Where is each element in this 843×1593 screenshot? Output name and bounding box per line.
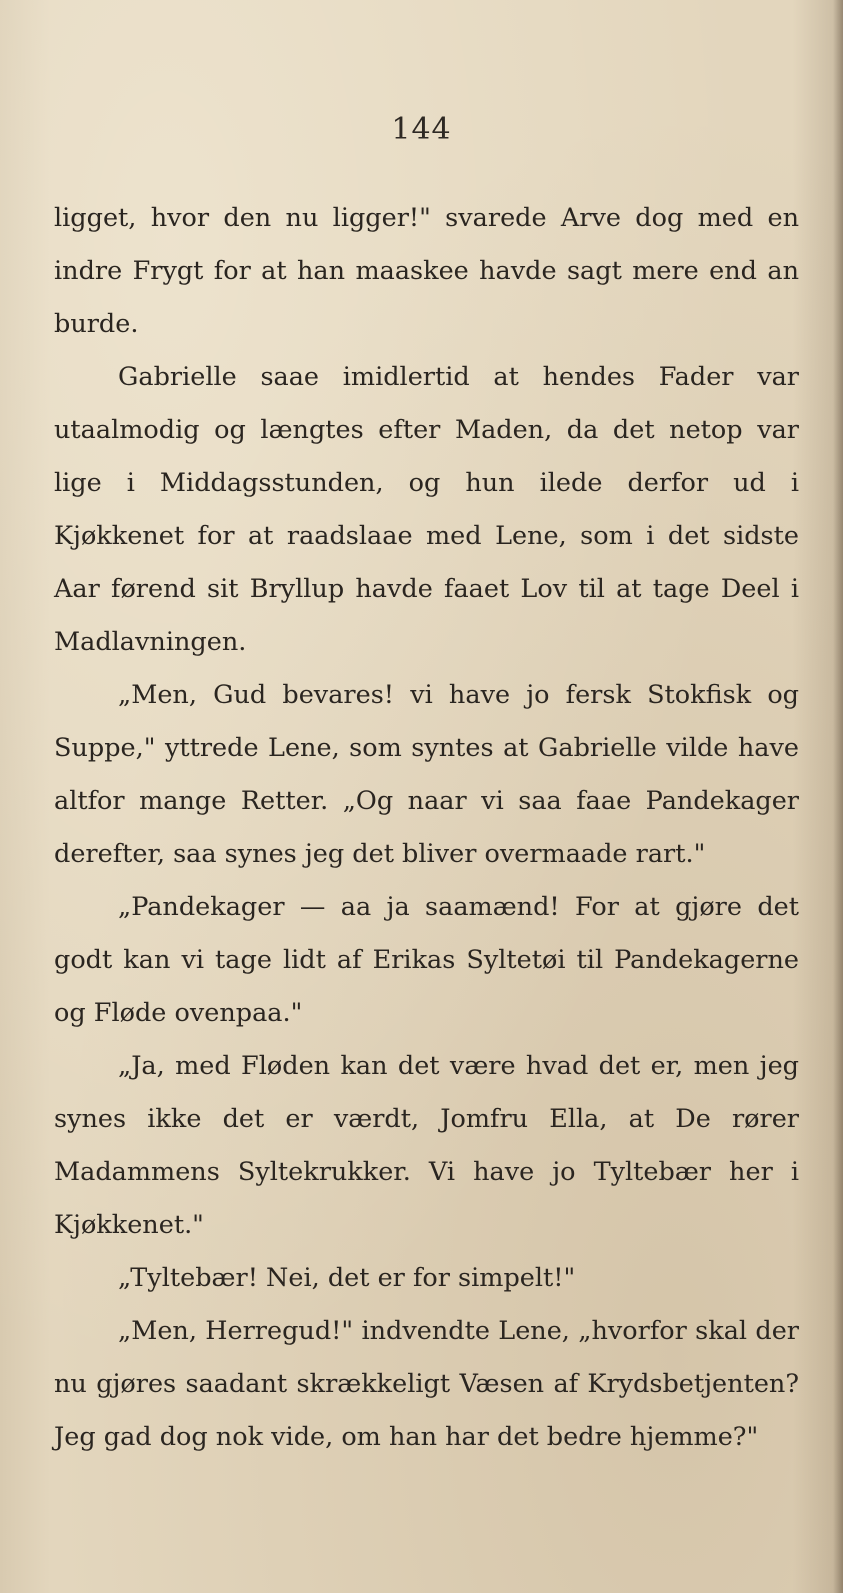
paragraph: „Ja, med Fløden kan det være hvad det er, men jeg synes ikke det er værdt, Jomfru Ella, at De rører Madammens Syltekrukker. Vi have jo Tyltebær her i Kjøkkenet." (54, 1051, 799, 1240)
paragraph: Gabrielle saae imidlertid at hendes Fader var utaalmodig og længtes efter Maden, da det netop var lige i Middagsstunden, og hun ilede derfor ud i Kjøkkenet for at raadslaae med Lene, som i det sidste Aar førend sit Bryllup havde faaet Lov til at tage Deel i Madlavningen. (54, 362, 799, 657)
body-text (54, 192, 799, 1464)
paragraph: „Tyltebær! Nei, det er for simpelt!" (118, 1263, 576, 1293)
paragraph: ligget, hvor den nu ligger!" svarede Arve dog med en indre Frygt for at han maaskee havde sagt mere end an burde. (54, 203, 799, 339)
page-number: 144 (391, 112, 452, 147)
paragraph: „Men, Gud bevares! vi have jo fersk Stokfisk og Suppe," yttrede Lene, som syntes at Gabrielle vilde have altfor mange Retter. „Og naar vi saa faae Pandekager derefter, saa synes jeg det bliver overmaade rart." (54, 680, 799, 869)
paragraph: „Pandekager — aa ja saamænd! For at gjøre det godt kan vi tage lidt af Erikas Syltetøi til Pandekagerne og Flødе ovenpaa." (54, 892, 799, 1028)
page-edge-shadow (833, 0, 843, 1593)
paragraph: „Men, Herregud!" indvendte Lene, „hvorfor skal der nu gjøres saadant skrækkeligt Væsen af Krydsbetjenten? Jeg gad dog nok vide, om han har det bedre hjemme?" (54, 1316, 799, 1452)
